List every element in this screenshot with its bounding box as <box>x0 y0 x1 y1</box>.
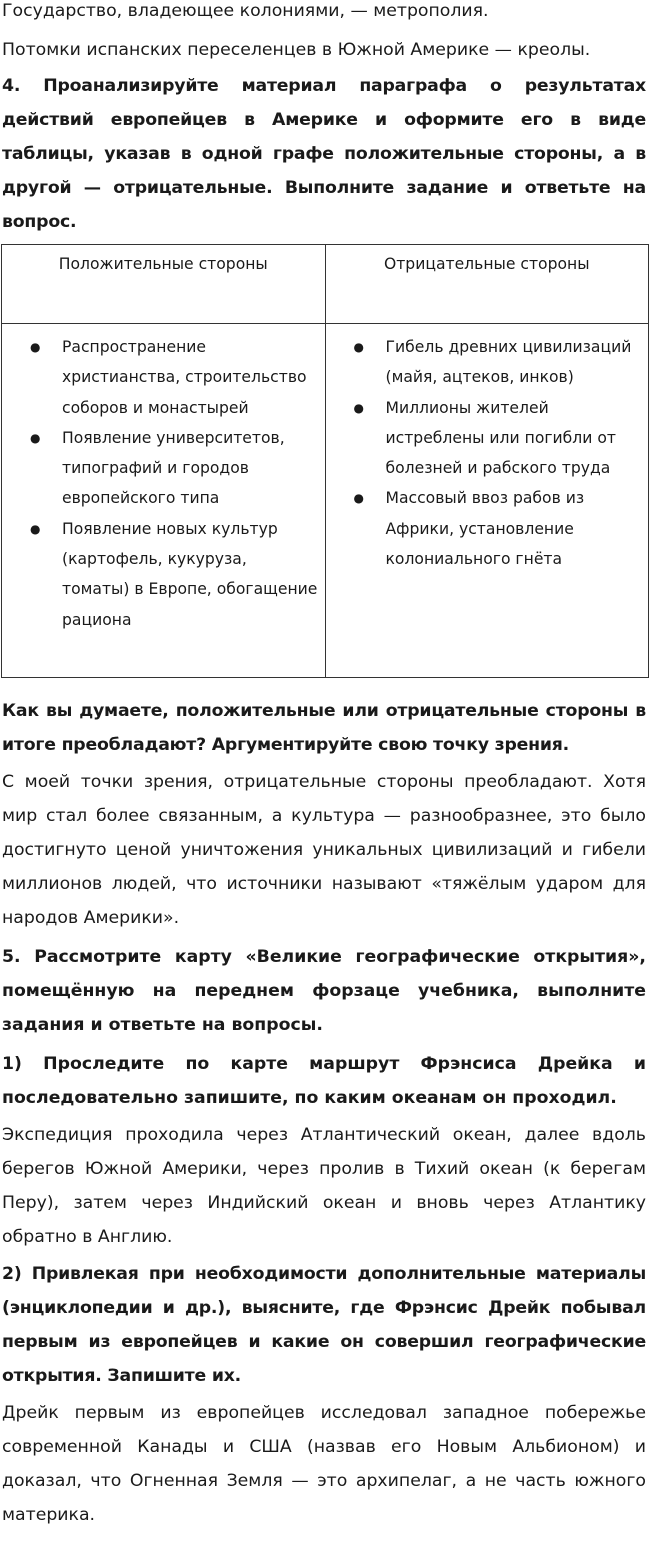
task4-question: Как вы думаете, положительные или отрицательные стороны в итоге преобладают? Аргументируйте свою точку зрения. <box>2 701 646 755</box>
task5-heading: 5. Рассмотрите карту «Великие географические открытия», помещённую на переднем форзаце учебника, выполните задания и ответьте на вопросы. <box>2 947 646 1035</box>
list-item: ● Распространение христианства, строительство соборов и монастырей <box>24 332 319 423</box>
results-table <box>1 244 649 678</box>
list-item: ● Массовый ввоз рабов из Африки, установление колониального гнёта <box>348 483 643 574</box>
list-item: ● Миллионы жителей истреблены или погибли от болезней и рабского труда <box>348 393 643 484</box>
table-header-positive: Положительные стороны <box>2 245 326 324</box>
task5-question-1: 1) Проследите по карте маршрут Фрэнсиса Дрейка и последовательно запишите, по каким океанам он проходил. <box>2 1054 646 1108</box>
task5-question-2: 2) Привлекая при необходимости дополнительные материалы (энциклопедии и др.), выясните, где Фрэнсис Дрейк побывал первым из европейцев и какие он совершил географические открытия. Запишите их. <box>2 1264 646 1386</box>
list-item: ● Появление новых культур (картофель, кукуруза, томаты) в Европе, обогащение рациона <box>24 514 319 635</box>
task4-heading: 4. Проанализируйте материал параграфа о результатах действий европейцев в Америке и оформите его в виде таблицы, указав в одной графе положительные стороны, а в другой — отрицательные. Выполните задание и ответьте на вопрос. <box>2 76 646 232</box>
negative-list <box>348 332 643 574</box>
task5-answer-1: Экспедиция проходила через Атлантический океан, далее вдоль берегов Южной Америки, через пролив в Тихий океан (к берегам Перу), затем через Индийский океан и вновь через Атлантику обратно в Англию. <box>2 1125 646 1247</box>
negative-cell <box>325 324 649 678</box>
table-header-negative: Отрицательные стороны <box>325 245 649 324</box>
list-item: ● Появление университетов, типографий и городов европейского типа <box>24 423 319 514</box>
task4-answer: С моей точки зрения, отрицательные стороны преобладают. Хотя мир стал более связанным, а культура — разнообразнее, это было достигнуто ценой уничтожения уникальных цивилизаций и гибели миллионов людей, что источники называют «тяжёлым ударом для народов Америки». <box>2 772 646 928</box>
positive-list <box>24 332 319 635</box>
definition-metropolis: Государство, владеющее колониями, — метрополия. <box>2 1 489 21</box>
positive-cell <box>2 324 326 678</box>
definition-creoles: Потомки испанских переселенцев в Южной Америке — креолы. <box>2 40 591 60</box>
list-item: ● Гибель древних цивилизаций (майя, ацтеков, инков) <box>348 332 643 393</box>
task5-answer-2: Дрейк первым из европейцев исследовал западное побережье современной Канады и США (назвав его Новым Альбионом) и доказал, что Огненная Земля — это архипелаг, а не часть южного материка. <box>2 1403 646 1525</box>
